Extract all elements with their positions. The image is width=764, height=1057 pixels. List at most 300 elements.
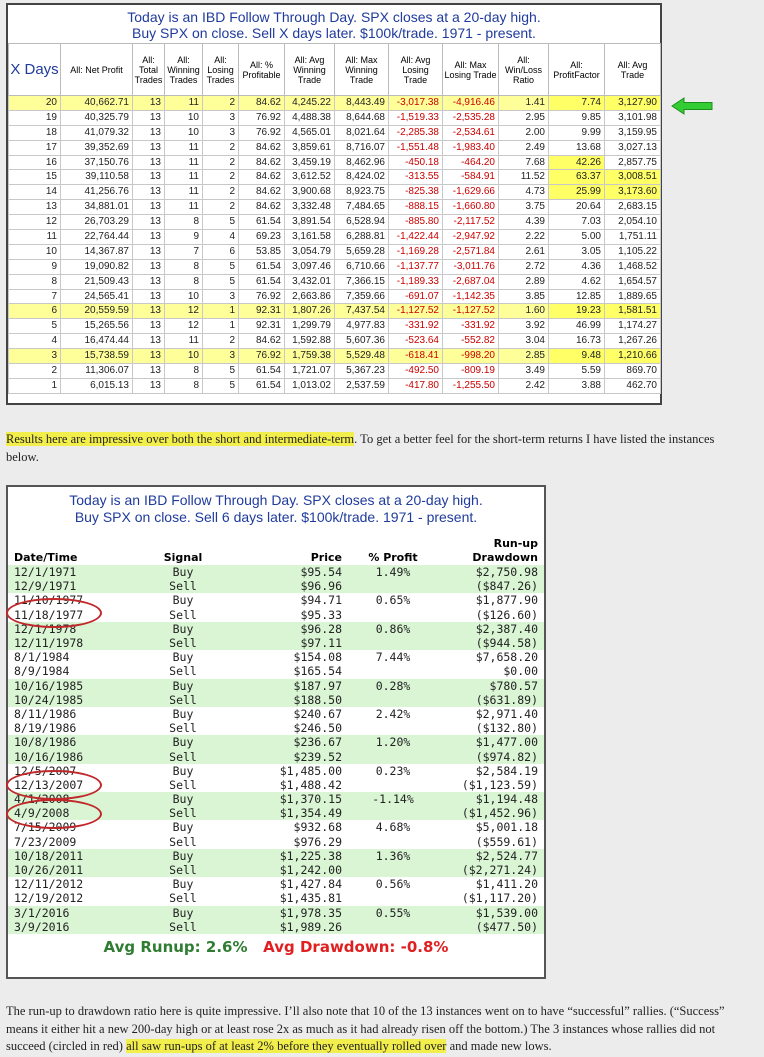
table2-cell: $246.50	[293, 721, 342, 736]
table1-cell: 7.74	[549, 96, 605, 111]
table1-cell: 3	[9, 349, 61, 364]
table1-cell: 5,607.36	[335, 334, 389, 349]
table1-cell: 7	[9, 289, 61, 304]
table1-cell: 5,529.48	[335, 349, 389, 364]
table1-cell: 6,528.94	[335, 215, 389, 230]
table1-header: All: Avg Winning Trade	[285, 44, 335, 96]
table2-cell: ($944.58)	[438, 636, 544, 650]
table1-header: All: % Profitable	[239, 44, 285, 96]
table1-cell: -1,142.35	[443, 289, 499, 304]
table2-row	[8, 664, 544, 678]
table1-cell: -691.07	[389, 289, 443, 304]
table1-cell: 2	[203, 334, 239, 349]
table1-cell: 2	[203, 155, 239, 170]
table2-cell: 0.86%	[348, 622, 438, 636]
table1-cell: 20.64	[549, 200, 605, 215]
table2-cell: $1,427.84	[279, 877, 342, 892]
table2-cell: 12/11/2012	[14, 877, 84, 892]
table1-cell: 2	[203, 140, 239, 155]
table1-cell: 8,424.02	[335, 170, 389, 185]
table2-cell: Sell	[138, 693, 228, 707]
table1-cell: 92.31	[239, 319, 285, 334]
col-runup: Run-up Drawdown	[472, 537, 538, 564]
table1-cell: 462.70	[605, 378, 661, 393]
table1-cell: 13	[133, 378, 165, 393]
table1-cell: 3,161.58	[285, 230, 335, 245]
table1-cell: 40,325.79	[61, 110, 133, 125]
table2-cell: Buy	[172, 763, 194, 778]
table1-cell: 4,977.83	[335, 319, 389, 334]
table1-cell: 1	[9, 378, 61, 393]
table1-cell: 12	[165, 319, 203, 334]
table1-cell: 26,703.29	[61, 215, 133, 230]
table2-cell: $780.57	[438, 679, 544, 693]
table1-cell: 11,306.07	[61, 364, 133, 379]
table1-cell: 2,537.59	[335, 378, 389, 393]
table1-cell: -1,551.48	[389, 140, 443, 155]
table1-cell: 3.04	[499, 334, 549, 349]
table1-cell: -584.91	[443, 170, 499, 185]
table1-cell: 11	[165, 96, 203, 111]
table1-cell: 11	[165, 200, 203, 215]
table1-row	[9, 110, 661, 125]
table1-cell: 9.85	[549, 110, 605, 125]
table1-cell: -1,127.52	[389, 304, 443, 319]
table1-cell: -417.80	[389, 378, 443, 393]
table1-cell: 2	[9, 364, 61, 379]
table1-cell: 5	[203, 274, 239, 289]
table1-row	[9, 244, 661, 259]
table2-cell: 10/26/2011	[8, 863, 138, 877]
paragraph-intro: Results here are impressive over both the short and intermediate-term. To get a better feel for the short-term returns I have listed the instances below.	[6, 432, 715, 464]
table1-cell: 7,366.15	[335, 274, 389, 289]
table1-cell: 3,891.54	[285, 215, 335, 230]
table1-cell: 8	[165, 259, 203, 274]
table2-row	[8, 863, 544, 877]
table2-cell: $5,001.18	[475, 820, 538, 835]
table1-cell: -552.82	[443, 334, 499, 349]
table1-cell: 8	[165, 378, 203, 393]
table1-cell: 13	[133, 349, 165, 364]
table1-cell: 3.49	[499, 364, 549, 379]
table1-header: All: Losing Trades	[203, 44, 239, 96]
table1-cell: 76.92	[239, 125, 285, 140]
highlighted-text-2: all saw run-ups of at least 2% before they eventually rolled over	[126, 1039, 447, 1053]
table2-cell	[348, 863, 438, 877]
table2-row	[8, 920, 544, 934]
table2-row	[8, 749, 544, 763]
table2-cell: Sell	[138, 920, 228, 934]
table1-cell: 5.00	[549, 230, 605, 245]
table2-cell: Buy	[138, 622, 228, 636]
table1-cell: 1,721.07	[285, 364, 335, 379]
table2-cell	[348, 636, 438, 650]
table1-cell: 11	[165, 155, 203, 170]
table1-cell: 7,437.54	[335, 304, 389, 319]
table2-cell	[348, 806, 438, 820]
table2-cell: 0.65%	[375, 593, 411, 608]
table2-row	[8, 877, 544, 891]
table1-cell: 2	[203, 200, 239, 215]
red-circle-2007	[6, 770, 102, 800]
table1-row	[9, 274, 661, 289]
table1-header: X Days	[9, 44, 61, 96]
table1-cell: -2,534.61	[443, 125, 499, 140]
table2-cell	[348, 920, 438, 934]
table1-cell: 13	[133, 125, 165, 140]
table2-row	[8, 721, 544, 735]
table1-cell: 41,256.76	[61, 185, 133, 200]
table1-cell: 12.85	[549, 289, 605, 304]
table2-cell: Sell	[169, 891, 197, 906]
table1-cell: 6,015.13	[61, 378, 133, 393]
table2-row	[8, 636, 544, 650]
table2-cell: ($2,271.24)	[438, 863, 544, 877]
table1-cell: 19	[9, 110, 61, 125]
table1-cell: 3,900.68	[285, 185, 335, 200]
table1-cell: 7	[165, 244, 203, 259]
table1-cell: -331.92	[443, 319, 499, 334]
table1-cell: 3,612.52	[285, 170, 335, 185]
table1-cell: -1,660.80	[443, 200, 499, 215]
table2-row	[8, 906, 544, 920]
table2-cell: 1.20%	[348, 735, 438, 749]
table1-row	[9, 378, 661, 393]
table1-cell: 37,150.76	[61, 155, 133, 170]
table2-cell	[348, 608, 438, 622]
table1-cell: 53.85	[239, 244, 285, 259]
table2-cell: 11/18/1977	[14, 607, 84, 622]
table2-cell: $2,750.98	[438, 565, 544, 579]
table2-cell: ($847.26)	[438, 579, 544, 593]
table1-cell: 42.26	[549, 155, 605, 170]
table1-row	[9, 230, 661, 245]
table2-cell: $1,225.38	[228, 849, 348, 863]
table1-cell: 84.62	[239, 96, 285, 111]
table1-cell: 2.00	[499, 125, 549, 140]
table2-cell: Buy	[138, 906, 228, 920]
table1-cell: 3,159.95	[605, 125, 661, 140]
table1-cell: 16,474.44	[61, 334, 133, 349]
table1-row	[9, 289, 661, 304]
table2-cell: 4.68%	[375, 820, 411, 835]
table1-cell: 13	[133, 96, 165, 111]
table1-cell: 13.68	[549, 140, 605, 155]
table2-cell: $1,488.42	[279, 777, 342, 792]
table1-cell: 11	[165, 140, 203, 155]
table2-cell: Buy	[172, 593, 194, 608]
table1-cell: 3	[203, 349, 239, 364]
table1-header: All: Net Profit	[61, 44, 133, 96]
table2-cell: Sell	[169, 721, 197, 736]
table2-row	[8, 679, 544, 693]
table1-cell: 84.62	[239, 155, 285, 170]
table1-cell: 3,027.13	[605, 140, 661, 155]
table2-cell: $1,354.49	[228, 806, 348, 820]
table1-cell: 9.99	[549, 125, 605, 140]
table1-cell: 63.37	[549, 170, 605, 185]
table2-cell: Sell	[138, 863, 228, 877]
table1-cell: 84.62	[239, 200, 285, 215]
table1-cell: 3.85	[499, 289, 549, 304]
table1-cell: 13	[133, 230, 165, 245]
table2-cell: ($132.80)	[475, 721, 538, 736]
table1-cell: -1,127.52	[443, 304, 499, 319]
table1-cell: 84.62	[239, 185, 285, 200]
table2-cell: 10/24/1985	[8, 693, 138, 707]
table2-cell: $976.29	[293, 834, 342, 849]
table1-cell: 10	[165, 125, 203, 140]
table2-cell: $97.11	[228, 636, 348, 650]
col-price: Price	[310, 551, 342, 564]
table1-cell: 84.62	[239, 170, 285, 185]
table2-cell: 12/1/1978	[8, 622, 138, 636]
table2-cell	[348, 664, 438, 678]
table2-row	[8, 849, 544, 863]
table2-row	[8, 707, 544, 721]
table1-title: Today is an IBD Follow Through Day. SPX closes at a 20-day high. Buy SPX on close. Sell X days later. $100k/trade. 1971 - present.	[127, 9, 541, 41]
table1-cell: 10	[165, 110, 203, 125]
table1-cell: 84.62	[239, 140, 285, 155]
table2-cell: Buy	[138, 849, 228, 863]
table2-cell: 0.23%	[375, 763, 411, 778]
table1-cell: -464.20	[443, 155, 499, 170]
table1-cell: -3,011.76	[443, 259, 499, 274]
table1-cell: -1,255.50	[443, 378, 499, 393]
table1-cell: 1,105.22	[605, 244, 661, 259]
table1-cell: 92.31	[239, 304, 285, 319]
table2-cell: $1,411.20	[475, 877, 538, 892]
table1-cell: 61.54	[239, 274, 285, 289]
table2-cell: 3/9/2016	[8, 920, 138, 934]
table1-cell: -2,117.52	[443, 215, 499, 230]
table1-cell: 5	[203, 378, 239, 393]
table1-cell: 12	[165, 304, 203, 319]
trades-table	[8, 533, 544, 934]
table2-cell: 10/16/1985	[8, 679, 138, 693]
table1-cell: 1,654.57	[605, 274, 661, 289]
table1-cell: 1,267.26	[605, 334, 661, 349]
table1-cell: 3.88	[549, 378, 605, 393]
table1-row	[9, 334, 661, 349]
table1-cell: 4.36	[549, 259, 605, 274]
trades-table-panel	[6, 485, 546, 979]
table2-row	[8, 891, 544, 905]
table2-cell: $188.50	[228, 693, 348, 707]
table2-cell	[348, 778, 438, 792]
table1-cell: 14	[9, 185, 61, 200]
table2-cell: 7/23/2009	[14, 834, 77, 849]
table1-cell: 5,659.28	[335, 244, 389, 259]
table2-cell: Buy	[172, 650, 194, 665]
table1-cell: 13	[133, 364, 165, 379]
table2-cell: Sell	[138, 749, 228, 763]
table1-cell: 2.49	[499, 140, 549, 155]
table1-cell: 3,008.51	[605, 170, 661, 185]
table1-cell: 8,923.75	[335, 185, 389, 200]
table2-cell	[348, 749, 438, 763]
table2-cell: 12/1/1971	[8, 565, 138, 579]
table1-header: All: ProfitFactor	[549, 44, 605, 96]
table1-cell: 6	[9, 304, 61, 319]
red-circle-1977	[6, 598, 102, 628]
table1-cell: 11	[9, 230, 61, 245]
table1-cell: 8	[165, 364, 203, 379]
table1-cell: 5	[203, 259, 239, 274]
table1-cell: 8,644.68	[335, 110, 389, 125]
table2-cell: Buy	[172, 820, 194, 835]
table1-row	[9, 170, 661, 185]
table2-cell: $96.28	[228, 622, 348, 636]
table1-cell: 1,807.26	[285, 304, 335, 319]
table2-cell: $1,989.26	[228, 920, 348, 934]
table1-cell: 3	[203, 125, 239, 140]
table1-cell: 8,462.96	[335, 155, 389, 170]
table1-cell: 13	[133, 244, 165, 259]
table2-cell: 11/10/1977	[14, 593, 84, 608]
table1-row	[9, 364, 661, 379]
table1-cell: 16	[9, 155, 61, 170]
table1-cell: 15,738.59	[61, 349, 133, 364]
table1-cell: -825.38	[389, 185, 443, 200]
table1-row	[9, 140, 661, 155]
table1-cell: 19.23	[549, 304, 605, 319]
table2-cell: $1,477.00	[438, 735, 544, 749]
table1-cell: 13	[133, 110, 165, 125]
table2-cell: $2,387.40	[438, 622, 544, 636]
table1-row	[9, 319, 661, 334]
table1-cell: 9	[165, 230, 203, 245]
table1-cell: 84.62	[239, 334, 285, 349]
table1-cell: 4.39	[499, 215, 549, 230]
red-circle-2008	[6, 799, 102, 829]
table1-cell: 1	[203, 304, 239, 319]
table2-cell: $95.33	[300, 607, 342, 622]
table1-cell: 13	[133, 170, 165, 185]
table2-cell: 12/11/1978	[8, 636, 138, 650]
table2-row	[8, 735, 544, 749]
table2-cell: Sell	[169, 834, 197, 849]
table2-cell: $187.97	[228, 679, 348, 693]
table1-cell: -2,687.04	[443, 274, 499, 289]
table2-cell: Buy	[138, 565, 228, 579]
table1-cell: 4.62	[549, 274, 605, 289]
table1-cell: 2,054.10	[605, 215, 661, 230]
table1-cell: 34,881.01	[61, 200, 133, 215]
table2-cell: 8/9/1984	[14, 664, 70, 679]
table1-cell: 3,127.90	[605, 96, 661, 111]
table1-cell: 4,565.01	[285, 125, 335, 140]
table1-cell: 3,332.48	[285, 200, 335, 215]
table1-row	[9, 96, 661, 111]
table1-cell: -1,169.28	[389, 244, 443, 259]
table1-cell: 1,889.65	[605, 289, 661, 304]
table1-cell: 1.60	[499, 304, 549, 319]
table1-cell: 16.73	[549, 334, 605, 349]
table1-cell: -998.20	[443, 349, 499, 364]
table1-cell: 9.48	[549, 349, 605, 364]
table1-cell: -1,629.66	[443, 185, 499, 200]
table2-cell: $2,971.40	[475, 706, 538, 721]
table1-cell: -4,916.46	[443, 96, 499, 111]
table1-cell: 11	[165, 170, 203, 185]
table2-cell: $95.54	[228, 565, 348, 579]
table2-cell: 8/11/1986	[14, 706, 77, 721]
col-profit: % Profit	[368, 551, 418, 564]
table1-cell: -809.19	[443, 364, 499, 379]
table2-cell: $1,242.00	[228, 863, 348, 877]
table2-cell: Sell	[169, 664, 197, 679]
table1-cell: 2.95	[499, 110, 549, 125]
table1-cell: 3.05	[549, 244, 605, 259]
table1-cell: 11	[165, 334, 203, 349]
table2-row	[8, 650, 544, 664]
table1-cell: 1,759.38	[285, 349, 335, 364]
table2-cell: $2,584.19	[475, 763, 538, 778]
col-signal: Signal	[163, 551, 203, 564]
table1-cell: -492.50	[389, 364, 443, 379]
table1-cell: 2	[203, 170, 239, 185]
table1-cell: 3,101.98	[605, 110, 661, 125]
table1-cell: 13	[133, 140, 165, 155]
table2-cell: $165.54	[293, 664, 342, 679]
table1-cell: 7,359.66	[335, 289, 389, 304]
table1-cell: 14,367.87	[61, 244, 133, 259]
table1-cell: 13	[133, 155, 165, 170]
table1-row	[9, 349, 661, 364]
table1-cell: 1,751.11	[605, 230, 661, 245]
table1-cell: 2.22	[499, 230, 549, 245]
table1-cell: -313.55	[389, 170, 443, 185]
table2-cell: 1.49%	[348, 565, 438, 579]
table2-row	[8, 579, 544, 593]
table2-cell: $94.71	[300, 593, 342, 608]
table1-cell: 41,079.32	[61, 125, 133, 140]
table1-cell: 1,592.88	[285, 334, 335, 349]
table1-cell: 4	[203, 230, 239, 245]
table2-row	[8, 565, 544, 579]
table1-header: All: Avg Trade	[605, 44, 661, 96]
table1-cell: 9	[9, 259, 61, 274]
table1-cell: 10	[165, 289, 203, 304]
table1-cell: 2.89	[499, 274, 549, 289]
table2-cell: $240.67	[293, 706, 342, 721]
table2-cell: Sell	[169, 777, 197, 792]
table1-cell: 39,110.58	[61, 170, 133, 185]
table1-cell: 5.59	[549, 364, 605, 379]
table2-cell: 0.56%	[375, 877, 411, 892]
table1-cell: 19,090.82	[61, 259, 133, 274]
table1-cell: 8,443.49	[335, 96, 389, 111]
table2-cell: 12/5/2007	[14, 763, 77, 778]
table1-cell: 12	[9, 215, 61, 230]
table2-cell: Sell	[138, 806, 228, 820]
table2-cell	[348, 891, 438, 905]
table1-row	[9, 155, 661, 170]
table1-cell: 3,459.19	[285, 155, 335, 170]
avg-runup: Avg Runup: 2.6%	[103, 937, 248, 956]
table1-cell: -331.92	[389, 319, 443, 334]
table1-cell: 76.92	[239, 110, 285, 125]
table2-cell: 4/1/2008	[8, 792, 138, 806]
table2-cell	[348, 835, 438, 849]
table1-cell: -1,983.40	[443, 140, 499, 155]
table2-cell: 10/8/1986	[8, 735, 138, 749]
table1-cell: -2,285.38	[389, 125, 443, 140]
table1-cell: 2.85	[499, 349, 549, 364]
table2-cell: Sell	[169, 607, 197, 622]
table1-cell: 13	[9, 200, 61, 215]
